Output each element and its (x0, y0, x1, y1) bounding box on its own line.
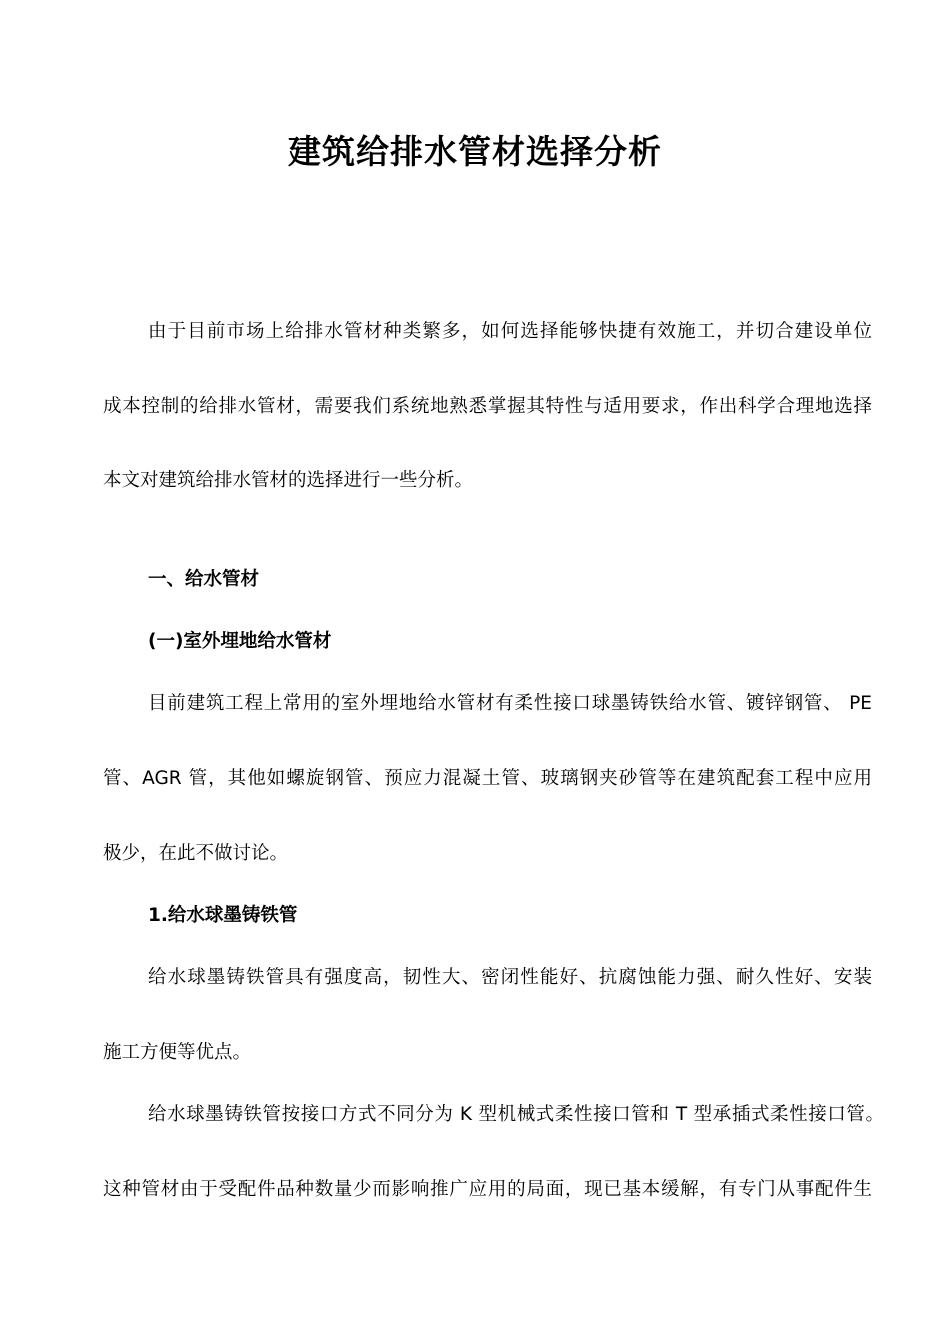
item-paragraph-1-line-1: 给水球墨铸铁管具有强度高，韧性大、密闭性能好、抗腐蚀能力强、耐久性好、安装 (148, 967, 872, 988)
item-heading-ductile-iron-pipe: 1.给水球墨铸铁管 (148, 905, 298, 926)
item-paragraph-1-line-2: 施工方便等优点。 (103, 1042, 252, 1063)
intro-line-1: 由于目前市场上给排水管材种类繁多，如何选择能够快捷有效施工，并切合建设单位 (148, 321, 872, 342)
intro-line-2: 成本控制的给排水管材，需要我们系统地熟悉掌握其特性与适用要求，作出科学合理地选择 (103, 396, 872, 417)
subsection-paragraph-line-2: 管、AGR 管，其他如螺旋钢管、预应力混凝土管、玻璃钢夹砂管等在建筑配套工程中应用 (103, 768, 872, 789)
intro-line-3: 本文对建筑给排水管材的选择进行一些分析。 (103, 470, 474, 491)
subsection-paragraph-line-1: 目前建筑工程上常用的室外埋地给水管材有柔性接口球墨铸铁给水管、镀锌钢管、 PE (148, 693, 872, 714)
subsection-paragraph-line-3: 极少，在此不做讨论。 (103, 843, 289, 864)
section-heading-water-supply: 一、给水管材 (148, 569, 260, 590)
item-paragraph-2-line-1: 给水球墨铸铁管按接口方式不同分为 K 型机械式柔性接口管和 T 型承插式柔性接口管。 (148, 1104, 884, 1125)
document-title: 建筑给排水管材选择分析 (288, 132, 662, 171)
subsection-heading-outdoor-buried: (一)室外埋地给水管材 (148, 631, 332, 652)
item-paragraph-2-line-2: 这种管材由于受配件品种数量少而影响推广应用的局面，现已基本缓解，有专门从事配件生 (103, 1179, 872, 1200)
